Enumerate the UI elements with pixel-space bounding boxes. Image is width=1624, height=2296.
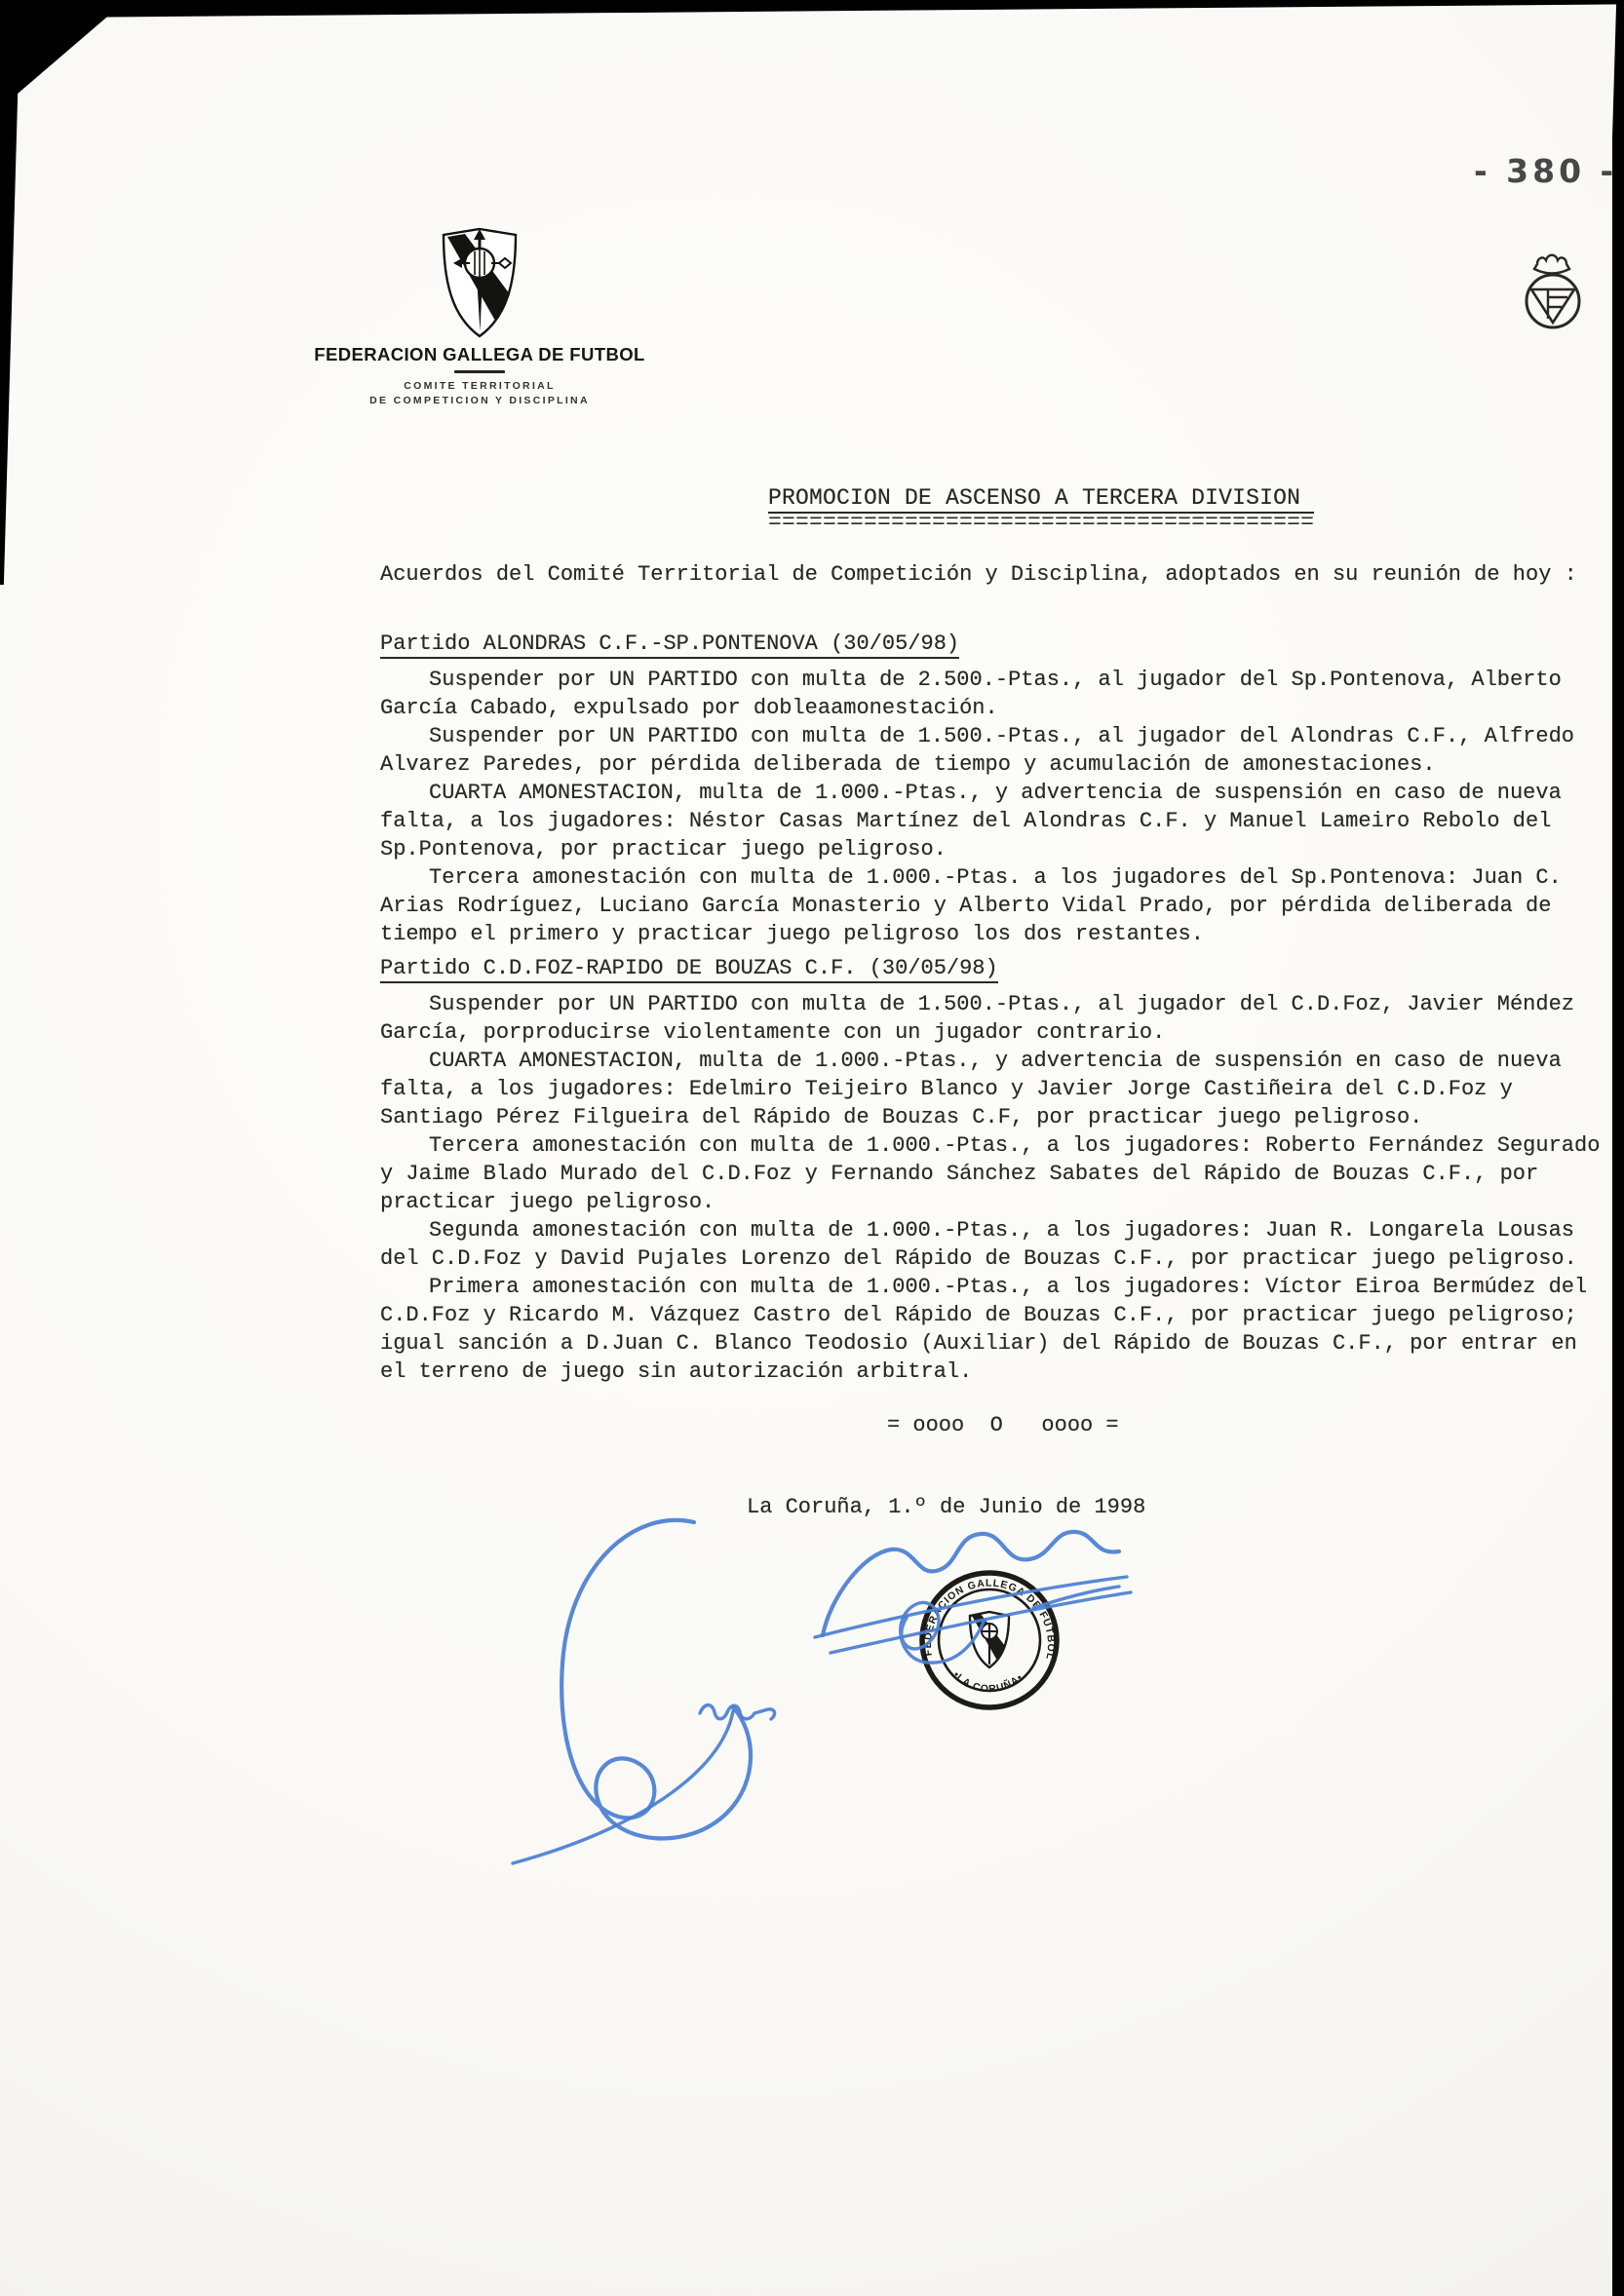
section-alondras-pontenova (380, 630, 1610, 948)
match-heading: Partido ALONDRAS C.F.-SP.PONTENOVA (30/05/98) (380, 630, 1610, 658)
section-foz-rapido-bouzas (380, 954, 1610, 1386)
sanction-paragraph: CUARTA AMONESTACION, multa de 1.000.-Ptas., y advertencia de suspensión en caso de nueva falta, a los jugadores: Edelmiro Teijeiro Blanco y Javier Jorge Castiñeira del C.D.Foz y Santiago Pérez Filgueira del Rápido de Bouzas C.F, por practicar juego peligroso. (380, 1049, 1562, 1129)
typed-divider: = oooo O oooo = (887, 1413, 1119, 1437)
sanction-paragraph: Primera amonestación con multa de 1.000.-Ptas., a los jugadores: Víctor Eiroa Bermúdez del C.D.Foz y Ricardo M. Vázquez Castro del Rápido de Bouzas C.F., por practicar juego peligroso; igual sanción a D.Juan C. Blanco Teodosio (Auxiliar) del Rápido de Bouzas C.F., por entrar en el terreno de juego sin autorización arbitral. (380, 1275, 1588, 1384)
scan-border-left-corner (0, 0, 127, 585)
document-body (380, 560, 1610, 1386)
stamp-ring-bottom-text: •LA CORUÑA• (950, 1668, 1026, 1696)
signature-scribble-icon (815, 1532, 1131, 1663)
title-block (768, 485, 1315, 535)
sanction-paragraph: Suspender por UN PARTIDO con multa de 1.500.-Ptas., al jugador del C.D.Foz, Javier Méndez García, porproducirse violentamente con un jugador contrario. (380, 992, 1574, 1045)
match-heading: Partido C.D.FOZ-RAPIDO DE BOUZAS C.F. (30/05/98) (380, 954, 1610, 982)
sanction-paragraph: Suspender por UN PARTIDO con multa de 1.500.-Ptas., al jugador del Alondras C.F., Alfredo Alvarez Paredes, por pérdida deliberada de tiempo y acumulación de amonestaciones. (380, 724, 1574, 777)
signature-flourish-icon (513, 1520, 775, 1863)
dateline: La Coruña, 1.º de Junio de 1998 (747, 1495, 1146, 1519)
letterhead-dept-line1: COMITE TERRITORIAL (404, 380, 556, 392)
sanction-paragraph: Tercera amonestación con multa de 1.000.-Ptas., a los jugadores: Roberto Fernández Segurado y Jaime Blado Murado del C.D.Foz y Fernando Sánchez Sabates del Rápido de Bouzas C.F., por practicar juego peligroso. (380, 1133, 1601, 1214)
federation-shield-icon (314, 226, 645, 339)
stamp-ring-top-text: FEDERACION GALLEGA DE FUTBOL (921, 1577, 1058, 1662)
sanction-paragraph: Segunda amonestación con multa de 1.000.-Ptas., a los jugadores: Juan R. Longarela Lousas del C.D.Foz y David Pujales Lorenzo del Rápido de Bouzas C.F., por practicar juego peligroso. (380, 1218, 1577, 1271)
letterhead-org-name: FEDERACION GALLEGA DE FUTBOL (314, 344, 645, 364)
document-title: PROMOCION DE ASCENSO A TERCERA DIVISION (768, 485, 1314, 514)
intro-line: Acuerdos del Comité Territorial de Competición y Disciplina, adoptados en su reunión de hoy : (380, 562, 1577, 587)
scan-border-right (1612, 0, 1624, 2296)
page-number: - 380 - (1474, 152, 1618, 190)
letterhead (314, 226, 645, 406)
letterhead-rule (454, 370, 505, 373)
scan-border-top (0, 0, 1624, 19)
signatures-layer (487, 1481, 1150, 1895)
sanction-paragraph: Tercera amonestación con multa de 1.000.-Ptas. a los jugadores del Sp.Pontenova: Juan C. Arias Rodríguez, Luciano García Monasterio y Alberto Vidal Prado, por pérdida deliberada de tiempo el primero y practicar juego peligroso los dos restantes. (380, 865, 1562, 946)
title-underline-rule: ======================================== (768, 510, 1315, 535)
royal-federation-crest-icon (1519, 249, 1587, 340)
sanction-paragraph: CUARTA AMONESTACION, multa de 1.000.-Ptas., y advertencia de suspensión en caso de nueva falta, a los jugadores: Néstor Casas Martínez del Alondras C.F. y Manuel Lameiro Rebolo del Sp.Pontenova, por practicar juego peligroso. (380, 781, 1562, 861)
sanction-paragraph: Suspender por UN PARTIDO con multa de 2.500.-Ptas., al jugador del Sp.Pontenova, Alberto García Cabado, expulsado por dobleaamonestación. (380, 668, 1562, 720)
letterhead-dept-line2: DE COMPETICION Y DISCIPLINA (369, 395, 590, 406)
